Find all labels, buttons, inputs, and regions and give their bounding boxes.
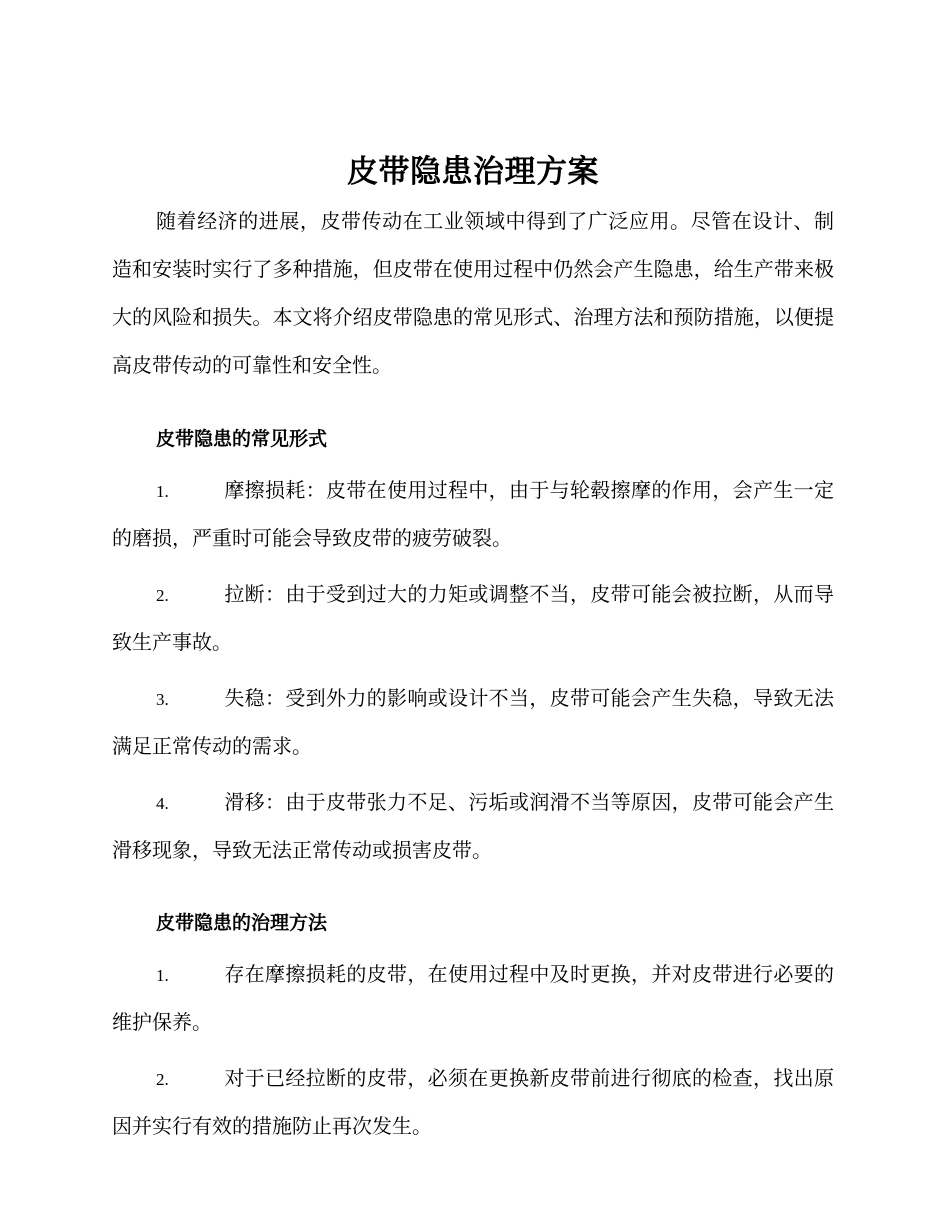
list-item [112, 951, 834, 1045]
document-page [112, 150, 834, 1149]
document-title: 皮带隐患治理方案 [347, 154, 599, 190]
list-item [112, 1055, 834, 1149]
list-item [112, 779, 834, 873]
treatment-methods-list [112, 951, 834, 1149]
section-heading-common-forms: 皮带隐患的常见形式 [156, 428, 328, 450]
list-item [112, 467, 834, 561]
list-item-text: 失稳：受到外力的影响或设计不当，皮带可能会产生失稳，导致无法满足正常传动的需求。 [112, 686, 834, 758]
list-number: 2. [156, 586, 169, 605]
list-number: 1. [156, 482, 169, 501]
list-item-text: 存在摩擦损耗的皮带，在使用过程中及时更换，并对皮带进行必要的维护保养。 [112, 962, 834, 1034]
list-item-text: 滑移：由于皮带张力不足、污垢或润滑不当等原因，皮带可能会产生滑移现象，导致无法正常传动或损害皮带。 [112, 790, 834, 862]
list-item [112, 675, 834, 769]
list-number: 1. [156, 966, 169, 985]
intro-paragraph: 随着经济的进展，皮带传动在工业领域中得到了广泛应用。尽管在设计、制造和安装时实行了多种措施，但皮带在使用过程中仍然会产生隐患，给生产带来极大的风险和损失。本文将介绍皮带隐患的常见形式、治理方法和预防措施，以便提高皮带传动的可靠性和安全性。 [112, 209, 834, 377]
list-item-text: 拉断：由于受到过大的力矩或调整不当，皮带可能会被拉断，从而导致生产事故。 [112, 582, 834, 654]
section-heading-treatment-methods: 皮带隐患的治理方法 [156, 912, 328, 934]
list-item-text: 摩擦损耗：皮带在使用过程中，由于与轮毂擦摩的作用，会产生一定的磨损，严重时可能会导致皮带的疲劳破裂。 [112, 478, 834, 550]
list-number: 3. [156, 690, 169, 709]
common-forms-list [112, 467, 834, 873]
list-number: 4. [156, 794, 169, 813]
list-item-text: 对于已经拉断的皮带，必须在更换新皮带前进行彻底的检查，找出原因并实行有效的措施防止再次发生。 [112, 1066, 834, 1138]
list-item [112, 571, 834, 665]
list-number: 2. [156, 1070, 169, 1089]
